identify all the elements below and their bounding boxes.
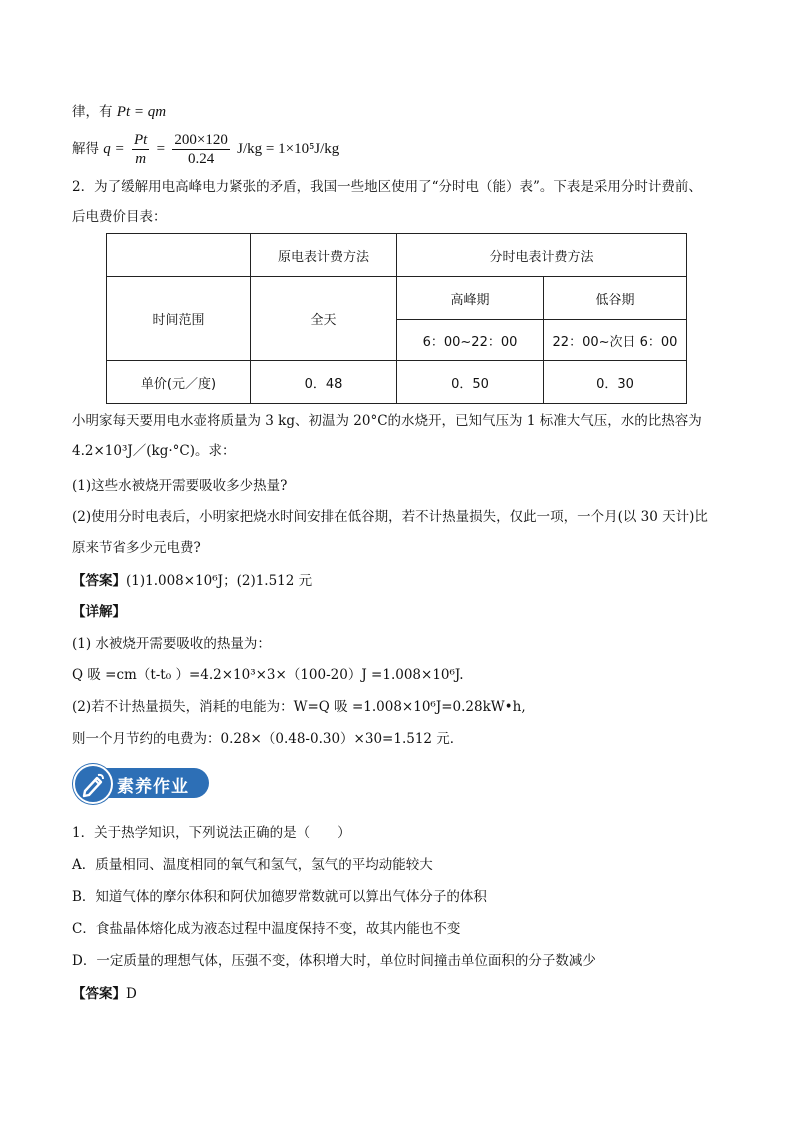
q2-sub2b: 原来节省多少元电费? [72, 540, 201, 556]
price-valley: 0．30 [544, 361, 687, 404]
cell-peak-time: 6：00~22：00 [397, 320, 544, 361]
q2-para2: 4.2×10³J／(kg·°C)。求： [72, 443, 236, 459]
q3-option-b: B．知道气体的摩尔体积和阿伏加德罗常数就可以算出气体分子的体积 [72, 889, 487, 905]
q2-line1: 2．为了缓解用电高峰电力紧张的矛盾，我国一些地区使用了“分时电（能）表”。下表是采用分时计费前、 [72, 179, 702, 195]
pencil-icon [75, 766, 111, 802]
cell-peak: 高峰期 [397, 277, 544, 320]
q3-stem: 1．关于热学知识，下列说法正确的是（ ） [72, 825, 351, 841]
solve-lhs: q = [103, 141, 125, 157]
detail-line4: 则一个月节约的电费为：0.28×（0.48-0.30）×30=1.512 元． [72, 731, 464, 747]
detail-label: 【详解】 [72, 604, 126, 620]
detail-line1: (1) 水被烧开需要吸收的热量为： [72, 636, 271, 652]
badge-title: 素养作业 [117, 777, 189, 797]
frac1-den: m [135, 151, 147, 167]
solve-line: 解得 q = $\frac{Pt}{m}$ = $\frac{200\times 120}{0.24}$ J/kg = 1×10⁵J/kg [72, 132, 340, 167]
q3-answer-label: 【答案】 [72, 986, 126, 1002]
cell-all-day: 全天 [251, 277, 397, 361]
badge-circle [73, 764, 113, 804]
answer-label: 【答案】 [72, 573, 126, 589]
q3-option-c: C．食盐晶体熔化成为液态过程中温度保持不变，故其内能也不变 [72, 921, 461, 937]
section-badge [73, 764, 209, 802]
price-table [106, 233, 687, 404]
fraction-pt-over-m [132, 131, 149, 168]
detail-line3: (2)若不计热量损失，消耗的电能为：W=Q 吸 =1.008×10⁶J=0.28kW•h, [72, 699, 526, 715]
q2-answer [72, 571, 312, 591]
law-prefix: 律，有 [72, 104, 113, 120]
solve-tail: J/kg = 1×10⁵J/kg [237, 141, 340, 157]
table-corner [107, 234, 251, 277]
frac2-den: 0.24 [187, 151, 215, 167]
fraction-values [172, 131, 229, 168]
solve-prefix: 解得 [72, 141, 99, 157]
header-original: 原电表计费方法 [251, 234, 397, 277]
frac2-num: 200×120 [174, 132, 228, 148]
price-original: 0．48 [251, 361, 397, 404]
q2-sub2a: (2)使用分时电表后，小明家把烧水时间安排在低谷期，若不计热量损失，仅此一项，一个月(以 30 天计)比 [72, 509, 708, 525]
cell-valley-time: 22：00~次日 6：00 [544, 320, 687, 361]
detail-line2: Q 吸 =cm（t-t₀ ）=4.2×10³×3×（100-20）J =1.008×10⁶J. [72, 667, 464, 683]
q3-option-a: A．质量相同、温度相同的氧气和氢气，氢气的平均动能较大 [72, 857, 433, 873]
q2-para1: 小明家每天要用电水壶将质量为 3 kg、初温为 20°C的水烧开，已知气压为 1 标准大气压，水的比热容为 [72, 413, 702, 429]
cell-valley: 低谷期 [544, 277, 687, 320]
frac1-num: Pt [133, 132, 148, 148]
law-line [72, 102, 166, 122]
label-unit-price: 单价(元／度) [107, 361, 251, 404]
q3-answer-text: D [126, 986, 137, 1002]
q2-line2: 后电费价目表： [72, 209, 167, 225]
q3-answer [72, 984, 137, 1004]
law-formula: Pt = qm [116, 104, 167, 120]
price-peak: 0．50 [397, 361, 544, 404]
header-tou: 分时电表计费方法 [397, 234, 687, 277]
q2-sub1: (1)这些水被烧开需要吸收多少热量? [72, 478, 288, 494]
q3-option-d: D．一定质量的理想气体，压强不变，体积增大时，单位时间撞击单位面积的分子数减少 [72, 953, 596, 969]
answer-text: (1)1.008×10⁶J；(2)1.512 元 [126, 573, 313, 589]
label-time-range: 时间范围 [107, 277, 251, 361]
